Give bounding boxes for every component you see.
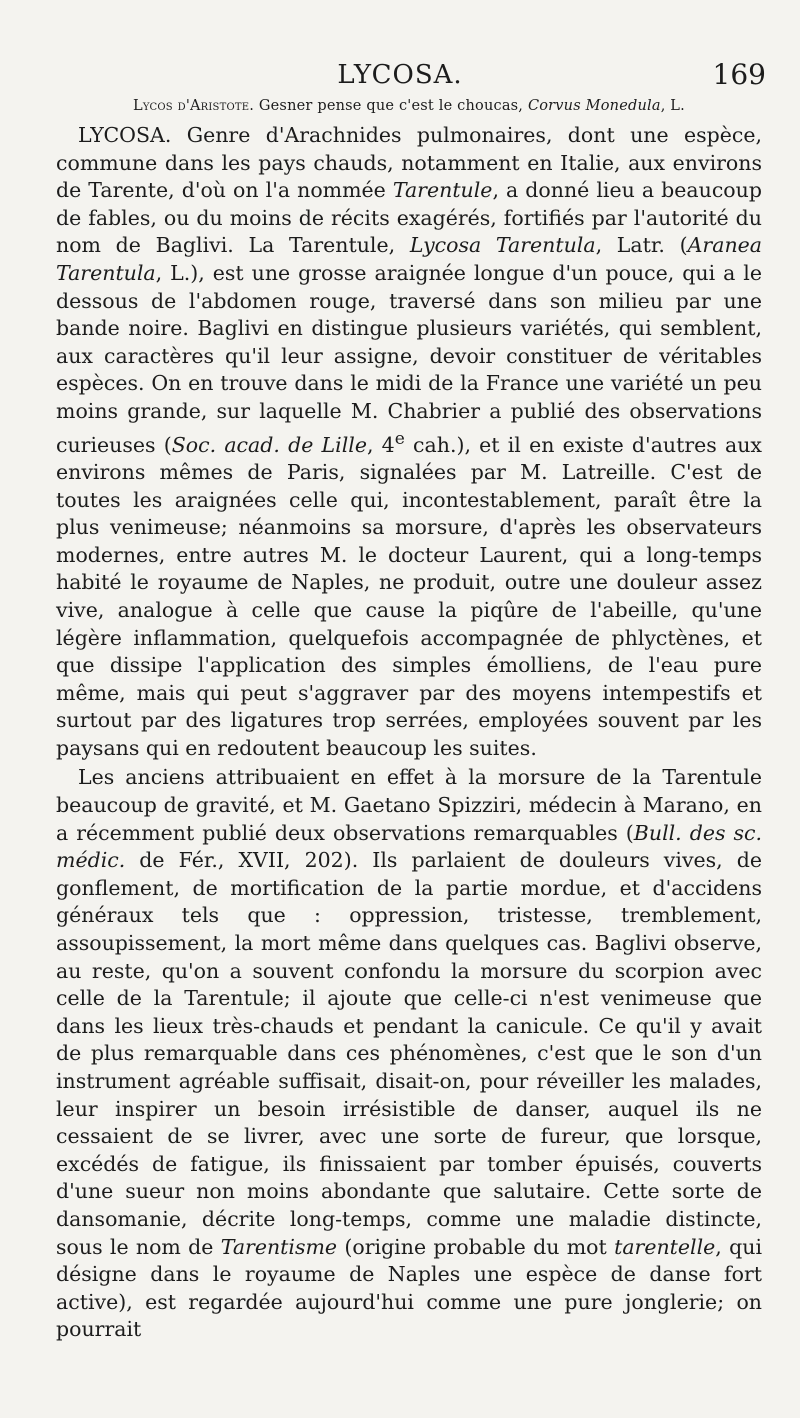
italic-run: Tarentisme <box>220 1234 338 1259</box>
text-run: , L.), est une grosse araignée longue d'un pouce, qui a le dessous de l'abdomen rouge, traversé dans son milieu par une bande noire. Baglivi en distingue plusieurs variétés, qui semblent, aux caractères qu'il leur assigne, devoir constituer de véritables espèces. On en trouve dans le midi de la France une variété un peu moins grande, sur laquelle M. Chabrier a publié des observations curieuses ( <box>56 260 762 457</box>
body-text <box>56 92 762 1344</box>
text-run: , qui désigne dans le royaume de Naples une espèce de danse fort active), est regardée aujourd'hui comme une pure jonglerie; on pourrait <box>56 1234 763 1342</box>
entry-paragraph-1 <box>56 122 762 762</box>
page-header <box>0 56 800 96</box>
text-run: , 4 <box>366 432 395 457</box>
previous-entry-end: , L. <box>660 98 685 114</box>
text-run: , a donné lieu a beaucoup de fables, ou du moins de récits exagérés, fortifiés par l'autorité du nom de Baglivi. La Tarentule, <box>56 178 762 258</box>
superscript: e <box>394 428 405 449</box>
text-run: Les anciens attribuaient en effet à la morsure de la Tarentule beaucoup de gravité, et M. Gaetano Spizziri, médecin à Marano, en a récemment publié deux observations remarquables ( <box>56 765 762 845</box>
text-run: cah.), et il en existe d'autres aux environs mêmes de Paris, signalées par M. Latreille. C'est de toutes les araignées celle qui, incontestablement, paraît être la plus venimeuse; néanmoins sa morsure, d'après les observateurs modernes, entre autres M. le docteur Laurent, qui a long-temps habité le royaume de Naples, ne produit, outre une douleur assez vive, analogue à celle que cause la piqûre de l'abeille, qu'une légère inflammation, quelquefois accompagnée de phlyctènes, et que dissipe l'application des simples émolliens, de l'eau pure même, mais qui peut s'aggraver par des moyens intempestifs et surtout par des ligatures trop serrées, employées souvent par les paysans qui en redoutent beaucoup les suites. <box>56 432 762 760</box>
italic-run: Bull. des sc. médic. <box>56 820 762 873</box>
italic-run: tarentelle <box>614 1234 716 1259</box>
italic-run: Aranea Tarentula <box>56 233 763 285</box>
page-number: 169 <box>712 58 766 91</box>
entry-headword: LYCOSA. <box>78 123 172 147</box>
text-run: Genre d'Arachnides pulmonaires, dont une espèce, commune dans les pays chauds, notamment en Italie, aux environs de Tarente, d'où on l'a nommée <box>56 123 762 203</box>
text-run: de Fér., XVII, 202). Ils parlaient de douleurs vives, de gonflement, de mortification de la partie mordue, et d'accidens généraux tels que : oppression, tristesse, tremblement, assoupissement, la mort même dans quelques cas. Baglivi observe, au reste, qu'on a souvent confondu la morsure du scorpion avec celle de la Tarentule; il ajoute que celle-ci n'est venimeuse que dans les lieux très-chauds et pendant la canicule. Ce qu'il y avait de plus remarquable dans ces phénomènes, c'est que le son d'un instrument agréable suffisait, disait-on, pour réveiller les malades, leur inspirer un besoin irrésistible de danser, auquel ils ne cessaient de se livrer, avec une sorte de fureur, que lorsque, excédés de fatigue, ils finissaient par tomber épuisés, couverts d'une sueur non moins abondante que salutaire. Cette sorte de dansomanie, décrite long-temps, comme une maladie distincte, sous le nom de <box>56 848 762 1259</box>
previous-entry-lead: Lycos d'Aristote. <box>133 98 255 114</box>
running-head: LYCOSA. <box>337 60 463 90</box>
previous-entry-text: Gesner pense que c'est le choucas, <box>254 98 528 114</box>
italic-run: Lycosa Tarentula <box>409 233 596 258</box>
italic-run: Tarentule <box>392 178 493 203</box>
entry-paragraph-2 <box>56 764 762 1343</box>
text-run: (origine probable du mot <box>337 1234 615 1259</box>
previous-entry-tail <box>56 92 762 120</box>
previous-entry-italic: Corvus Monedula <box>527 98 661 114</box>
text-run: , Latr. ( <box>595 233 688 258</box>
italic-run: Soc. acad. de Lille <box>171 432 367 457</box>
